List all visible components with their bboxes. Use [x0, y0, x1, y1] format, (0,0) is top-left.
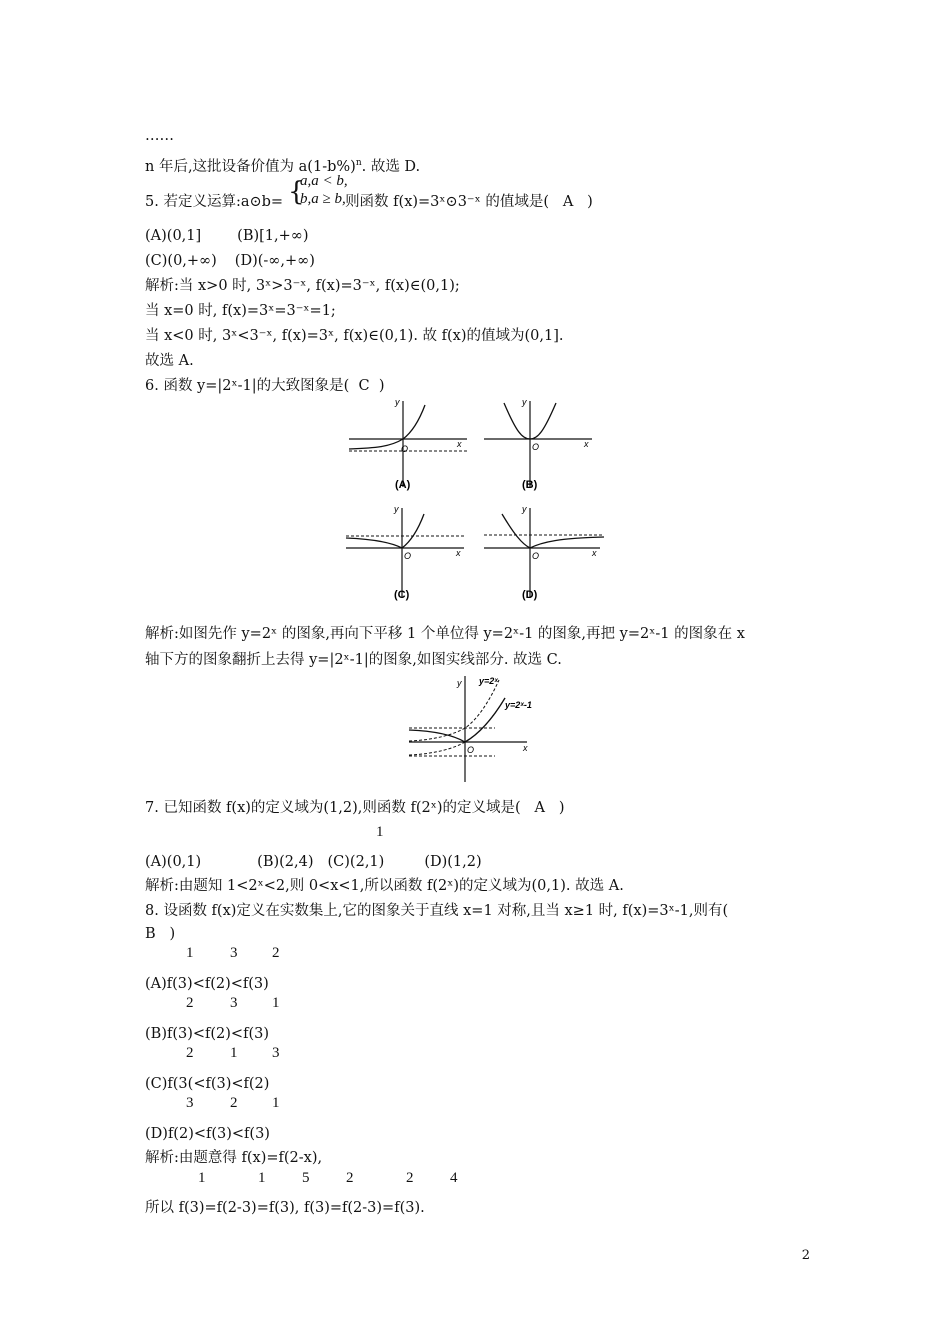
q8-c-num2: 1 — [230, 1045, 238, 1061]
q5-options-cd: (C)(0,+∞) (D)(-∞,+∞) — [145, 253, 315, 269]
svg-text:O: O — [532, 442, 540, 452]
q8-b-num3: 1 — [272, 995, 280, 1011]
q7-stem: 7. 已知函数 f(x)的定义域为(1,2),则函数 f(2ˣ)的定义域是( A ) — [145, 800, 565, 816]
graph-b — [480, 395, 600, 495]
svg-text:(A): (A) — [395, 479, 411, 491]
q8-sol-num6: 4 — [450, 1170, 458, 1186]
svg-text:y=2ˣ-1: y=2ˣ-1 — [505, 700, 532, 710]
q8-c-num3: 3 — [272, 1045, 280, 1061]
q8-sol-num2: 1 — [258, 1170, 266, 1186]
q8-option-c: (C)f(3(<f(3)<f(2) — [145, 1076, 270, 1092]
svg-text:(C): (C) — [394, 589, 410, 601]
q8-stem: 8. 设函数 f(x)定义在实数集上,它的图象关于直线 x=1 对称,且当 x≥1 时, f(x)=3ˣ-1,则有( — [145, 903, 729, 919]
ellipsis: …… — [145, 128, 174, 144]
q6-solution-1: 解析:如图先作 y=2ˣ 的图象,再向下平移 1 个单位得 y=2ˣ-1 的图象,再把 y=2ˣ-1 的图象在 x — [145, 626, 745, 642]
svg-text:O: O — [467, 745, 475, 755]
q8-answer: B ) — [145, 926, 176, 942]
piecewise-brace: { — [288, 177, 305, 207]
q8-c-num1: 2 — [186, 1045, 194, 1061]
q8-sol-num3: 5 — [302, 1170, 310, 1186]
svg-text:(D): (D) — [522, 589, 538, 601]
svg-text:O: O — [404, 551, 412, 561]
q7-fraction-numerator: 1 — [376, 824, 384, 840]
svg-text:x: x — [457, 439, 462, 449]
q8-b-num1: 2 — [186, 995, 194, 1011]
q8-sol-num4: 2 — [346, 1170, 354, 1186]
q5-solution-3: 当 x<0 时, 3ˣ<3⁻ˣ, f(x)=3ˣ, f(x)∈(0,1). 故 f(x)的值域为(0,1]. — [145, 328, 564, 344]
q8-option-a: (A)f(3)<f(2)<f(3) — [145, 976, 269, 992]
q8-d-num1: 3 — [186, 1095, 194, 1111]
q8-a-num1: 1 — [186, 945, 194, 961]
svg-text:y: y — [395, 397, 400, 407]
svg-text:y: y — [522, 504, 527, 514]
q8-solution-2: 所以 f(3)=f(2-3)=f(3), f(3)=f(2-3)=f(3). — [145, 1200, 425, 1216]
page-number: 2 — [801, 1248, 810, 1263]
q8-solution-1: 解析:由题意得 f(x)=f(2-x), — [145, 1150, 323, 1166]
svg-text:y: y — [394, 504, 399, 514]
q5-solution-1: 解析:当 x>0 时, 3ˣ>3⁻ˣ, f(x)=3⁻ˣ, f(x)∈(0,1); — [145, 278, 460, 294]
svg-text:x: x — [456, 548, 461, 558]
svg-text:O: O — [401, 444, 409, 454]
q8-sol-num1: 1 — [198, 1170, 206, 1186]
q8-a-num3: 2 — [272, 945, 280, 961]
q5-stem: 5. 若定义运算:a⊙b= 则函数 f(x)=3ˣ⊙3⁻ˣ 的值域是( A ) — [145, 194, 593, 210]
q6-stem: 6. 函数 y=|2ˣ-1|的大致图象是( C ) — [145, 378, 385, 394]
graph-d — [480, 502, 608, 604]
q8-d-num2: 2 — [230, 1095, 238, 1111]
svg-text:y=2ˣ: y=2ˣ — [479, 676, 498, 686]
q8-d-num3: 1 — [272, 1095, 280, 1111]
svg-text:y: y — [522, 397, 527, 407]
q5-solution-2: 当 x=0 时, f(x)=3ˣ=3⁻ˣ=1; — [145, 303, 336, 319]
svg-text:x: x — [523, 743, 528, 753]
svg-text:O: O — [532, 551, 540, 561]
q6-solution-graph — [405, 672, 537, 786]
q5-solution-4: 故选 A. — [145, 353, 194, 369]
svg-text:x: x — [592, 548, 597, 558]
graph-a — [345, 395, 475, 495]
q7-solution: 解析:由题知 1<2ˣ<2,则 0<x<1,所以函数 f(2ˣ)的定义域为(0,1). 故选 A. — [145, 878, 624, 894]
svg-text:x: x — [584, 439, 589, 449]
q7-options: (A)(0,1) (B)(2,4) (C)(2,1) (D)(1,2) — [145, 854, 482, 870]
q8-a-num2: 3 — [230, 945, 238, 961]
svg-text:(B): (B) — [522, 479, 538, 491]
q4-conclusion: n 年后,这批设备价值为 $a(1-b\%)^n$. 故选 D. — [145, 158, 421, 175]
q8-option-d: (D)f(2)<f(3)<f(3) — [145, 1126, 270, 1142]
graph-c — [342, 502, 472, 604]
q5-options-ab: (A)(0,1] (B)[1,+∞) — [145, 228, 309, 244]
piecewise-cases: a,a < b, b,a ≥ b, — [300, 173, 348, 207]
q8-sol-num5: 2 — [406, 1170, 414, 1186]
q8-option-b: (B)f(3)<f(2)<f(3) — [145, 1026, 269, 1042]
q8-b-num2: 3 — [230, 995, 238, 1011]
q6-solution-2: 轴下方的图象翻折上去得 y=|2ˣ-1|的图象,如图实线部分. 故选 C. — [145, 652, 562, 668]
svg-text:y: y — [457, 678, 462, 688]
